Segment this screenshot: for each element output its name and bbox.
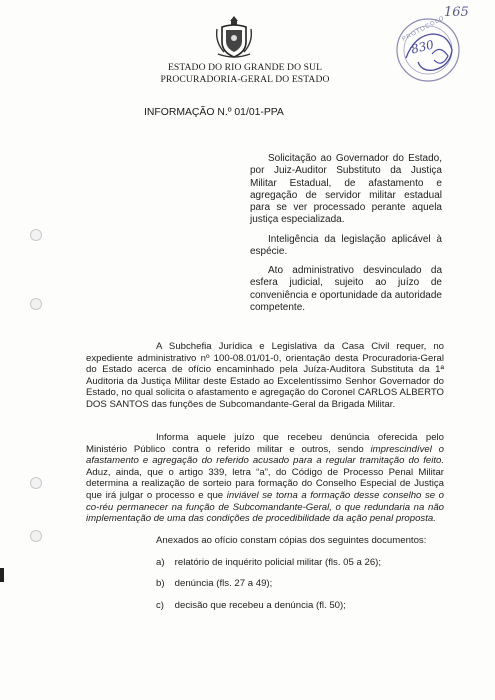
body-paragraph-1 (86, 341, 444, 411)
list-item (156, 600, 346, 611)
punch-hole (30, 229, 42, 241)
list-item-label: b) (156, 578, 165, 589)
list-item-text: relatório de inquérito policial militar (fls. 05 a 26); (174, 557, 382, 568)
summary-text: Inteligência da legislação aplicável à espécie. (250, 234, 442, 258)
list-item (156, 557, 381, 568)
summary-paragraph-3 (250, 265, 442, 314)
paragraph-text (86, 432, 444, 525)
summary-text: Solicitação ao Governador do Estado, por Juiz-Auditor Substituto da Justiça Militar Estadual, de afastamento e agregação de servidor militar estadual para se ver processado perante aquela justiça especializada. (250, 153, 442, 226)
paragraph-text-plain: Aduz, ainda, que o artigo 339, letra “a”, do Código de Processo Penal Militar determina a realização de sorteio para formação do Conselho Especial de Justiça que irá julgar o processo e que (86, 466, 444, 501)
header-state: ESTADO DO RIO GRANDE DO SUL (167, 62, 323, 73)
list-item (156, 578, 272, 589)
paragraph-text-plain: Informa aquele juízo que recebeu denúncia oferecida pelo Ministério Público contra o referido militar e outros, sendo (86, 432, 444, 455)
paragraph-text-italic: inviável se torna a formação desse conselho se o co-réu permanecer na função de Subcomandante-Geral, o que redundaria na não implementação de uma das condições de procedibilidade da ação penal proposta. (86, 489, 444, 525)
summary-text: Ato administrativo desvinculado da esfera judicial, sujeito ao juízo de conveniência e oportunidade da autoridade competente. (250, 265, 442, 313)
summary-paragraph-2 (250, 234, 442, 259)
scan-edge-mark (0, 568, 4, 582)
list-item-label: c) (156, 600, 164, 611)
body-paragraph-3 (86, 535, 444, 547)
paragraph-text: A Subchefia Jurídica e Legislativa da Casa Civil requer, no expediente administrativo nº 100-08.01/01-0, orientação desta Procuradoria-Geral do Estado acerca de ofício encaminhado pela Juíza-Auditora Substituta da 1ª Auditoria da Justiça Militar deste Estado ao Excelentíssimo Senhor Governador do Estado, no qual solicita o afastamento e agregação do Coronel CARLOS ALBERTO DOS SANTOS das funções de Subcomandante-Geral da Brigada Militar. (86, 341, 444, 410)
punch-hole (30, 530, 42, 542)
list-item-text: denúncia (fls. 27 a 49); (174, 578, 273, 589)
punch-hole (30, 477, 42, 489)
document-title: INFORMAÇÃO N.º 01/01-PPA (144, 107, 284, 118)
state-coat-of-arms-icon (214, 14, 254, 60)
list-item-text: decisão que recebeu a denúncia (fl. 50); (174, 600, 346, 611)
header-agency: PROCURADORIA-GERAL DO ESTADO (160, 74, 330, 85)
body-paragraph-2 (86, 432, 444, 525)
list-item-label: a) (156, 557, 165, 568)
stamp-handwritten-number: 830 (409, 37, 436, 57)
handwritten-page-number: 165 (444, 5, 469, 20)
paragraph-text: Anexados ao ofício constam cópias dos seguintes documentos: (156, 535, 427, 546)
summary-paragraph-1 (250, 153, 442, 227)
stamp-text: PROTOCOLO (401, 15, 446, 43)
paragraph-text-italic: imprescindível o afastamento e agregação do referido acusado para a regular tramitação do feito. (86, 443, 444, 467)
punch-hole (30, 298, 42, 310)
